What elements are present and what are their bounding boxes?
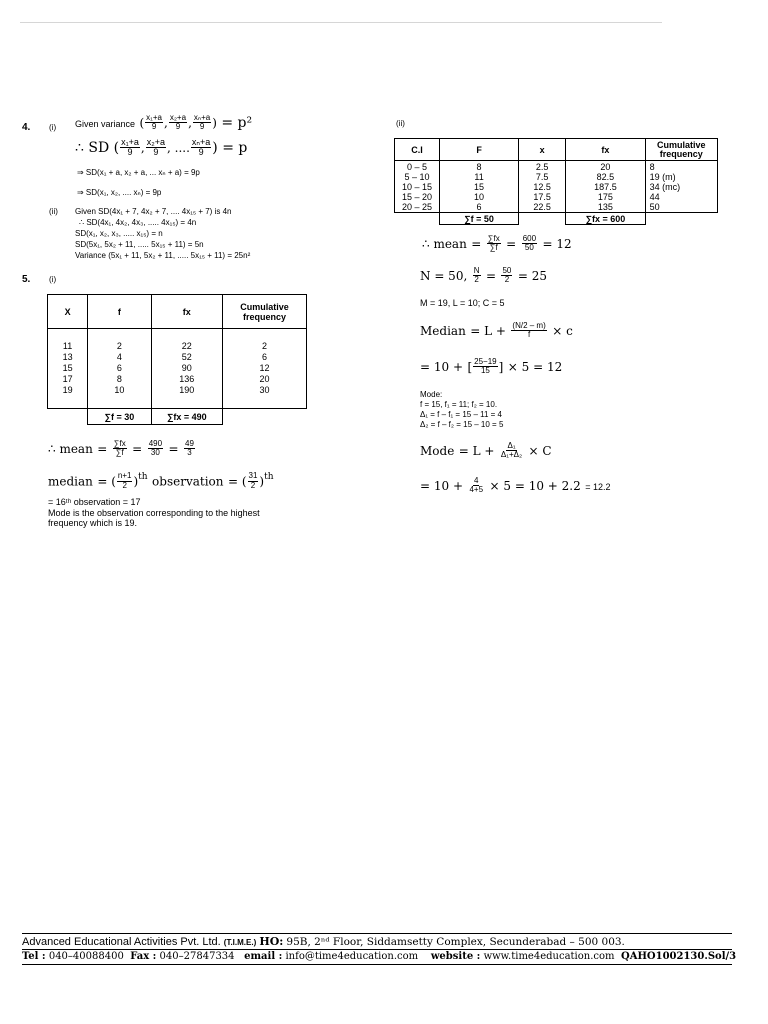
col-header: f (88, 295, 151, 329)
fx-column: 20 82.5 187.5 175 135 (566, 161, 645, 213)
q4ii-median-calc: = 10 + [ $\frac{25-19}{15}$ ] × 5 = 12 (420, 357, 563, 376)
q4-given-variance: Given variance ( $\frac{\text{x₁+a}}{9}$ , $\frac{\text{x₂+a}}{9}$ , $\frac{\text{xₙ+a}}{9}$ ) = p² (75, 113, 253, 132)
q4ii-mlc: M = 19, L = 10; C = 5 (420, 298, 505, 308)
q4-ii-line: Given SD(4x₁ + 7, 4x₂ + 7, .... 4x₁₅ + 7) is 4n (75, 207, 232, 216)
q4ii-label: (ii) (396, 119, 405, 128)
x-column: 2.5 7.5 12.5 17.5 22.5 (519, 161, 566, 213)
table-row (48, 329, 307, 409)
footer-tel: 040–40088400 (48, 951, 124, 962)
q5-part-i: (i) (49, 275, 57, 284)
sum-f: ∑f = 30 (88, 409, 151, 425)
footer-rule-mid (22, 949, 732, 950)
footer-company: Advanced Educational Activities Pvt. Ltd. (22, 936, 221, 948)
q4-ii-line: SD(5x₁, 5x₂ + 11, ..... 5x₁₅ + 11) = 5n (75, 240, 204, 249)
q4ii-mode-calc: = 10 + $\frac{4}{4+5}$ × 5 = 10 + 2.2 = 12.2 (420, 476, 611, 495)
q4-line2: ⇒ SD(x₁, x₂, .... xₙ) = 9p (77, 188, 162, 197)
q4-part-ii: (ii) (49, 207, 58, 216)
sum-fx: ∑fx = 600 (566, 213, 645, 225)
mode-line: Δ₂ = f – f₂ = 15 – 10 = 5 (420, 420, 504, 429)
q4ii-mean-line: ∴ mean = $\frac{\sum fx}{\sum f}$ = $\frac{600}{50}$ = 12 (422, 234, 572, 253)
q4-ii-line: SD(x₁, x₂, x₃, ..... x₁₅) = n (75, 229, 163, 238)
footer-code: QAHO1002130.Sol/3 (621, 951, 737, 962)
q4ii-n-line: N = 50, $\frac{N}{2}$ = $\frac{50}{2}$ = 25 (420, 266, 547, 285)
ci-column: 0 – 5 5 – 10 10 – 15 15 – 20 20 – 25 (395, 161, 440, 213)
cf-column: 8 19 (m) 34 (mc) 44 50 (645, 161, 717, 213)
x-column: 11 13 15 17 19 (48, 329, 88, 409)
col-header: X (48, 295, 88, 329)
footer-rule-bottom (22, 964, 732, 965)
footer-fax: 040–27847334 (159, 951, 235, 962)
q5-mode-text1: Mode is the observation corresponding to the highest (48, 508, 260, 518)
col-header: Cumulative frequency (645, 139, 717, 161)
q5-mean-line: ∴ mean = $\frac{\sum fx}{\sum f}$ = $\frac{490}{30}$ = $\frac{49}{3}$ (48, 439, 194, 458)
top-rule (20, 22, 662, 23)
given-rhs: = p² (221, 115, 253, 132)
q5-frequency-table (47, 294, 307, 425)
q4ii-mode-block (420, 390, 503, 430)
col-header: C.I (395, 139, 440, 161)
q4ii-grouped-table (394, 138, 718, 225)
col-header: x (519, 139, 566, 161)
fx-column: 22 52 90 136 190 (151, 329, 222, 409)
q4-line1: ⇒ SD(x₁ + a, x₂ + a, ... xₙ + a) = 9p (77, 168, 200, 177)
col-header: fx (566, 139, 645, 161)
col-header: fx (151, 295, 222, 329)
q5-median-line: median = ( $\frac{n+1}{2}$ )$^{th}$ observation = ( $\frac{31}{2}$ )$^{th}$ (48, 471, 274, 490)
q4-ii-line: Variance (5x₁ + 11, 5x₂ + 11, ..... 5x₁₅ + 11) = 25n² (75, 251, 251, 260)
mode-line: f = 15, f₁ = 11; f₂ = 10. (420, 400, 498, 409)
footer-time-tag: (T.I.M.E.) (223, 938, 257, 947)
mode-line: Δ₁ = f – f₁ = 15 – 11 = 4 (420, 410, 502, 419)
table-row (395, 161, 718, 213)
footer-email: info@time4education.com (285, 951, 419, 962)
col-header: F (440, 139, 519, 161)
q4-number: 4. (22, 122, 31, 133)
f-column: 2 4 6 8 10 (88, 329, 151, 409)
given-text: Given variance (75, 119, 136, 130)
sum-f: ∑f = 50 (440, 213, 519, 225)
footer-website: www.time4education.com (483, 951, 615, 962)
q4-part-i: (i) (49, 123, 57, 132)
q4ii-median-formula: Median = L + $\frac{(N/2 - m)}{f}$ × c (420, 321, 573, 340)
q5-mode-text2: frequency which is 19. (48, 518, 138, 528)
footer-rule-top (22, 933, 732, 934)
mode-head: Mode: (420, 390, 443, 399)
cf-column: 2 6 12 20 30 (222, 329, 306, 409)
q4-ii-lines (75, 206, 250, 261)
footer-address: 95B, 2ⁿᵈ Floor, Siddamsetty Complex, Secunderabad – 500 003. (286, 936, 625, 948)
sum-fx: ∑fx = 490 (151, 409, 222, 425)
footer-line1: Advanced Educational Activities Pvt. Ltd. (T.I.M.E.) HO: 95B, 2ⁿᵈ Floor, Siddamsetty Complex, Secunderabad – 500 003. (22, 935, 625, 948)
q5-number: 5. (22, 274, 31, 285)
q4ii-mode-formula: Mode = L + $\frac{\text{Δ₁}}{\text{Δ₁+Δ₂}}$ × C (420, 441, 552, 460)
footer-line2: Tel : 040–40088400 Fax : 040–27847334 email : info@time4education.com website : www.time4education.com (22, 951, 615, 962)
q4-sd-line: ∴ SD ( $\frac{\text{x₁+a}}{9}$ , $\frac{\text{x₂+a}}{9}$ , .... $\frac{\text{xₙ+a}}{9}$ ) = p (75, 137, 248, 158)
col-header: Cumulative frequency (222, 295, 306, 329)
q4-ii-line: ∴ SD(4x₁, 4x₂, 4x₃, ..... 4x₁₅) = 4n (79, 218, 197, 227)
q5-sixteenth: = 16ᵗʰ observation = 17 (48, 497, 141, 507)
f-column: 8 11 15 10 6 (440, 161, 519, 213)
